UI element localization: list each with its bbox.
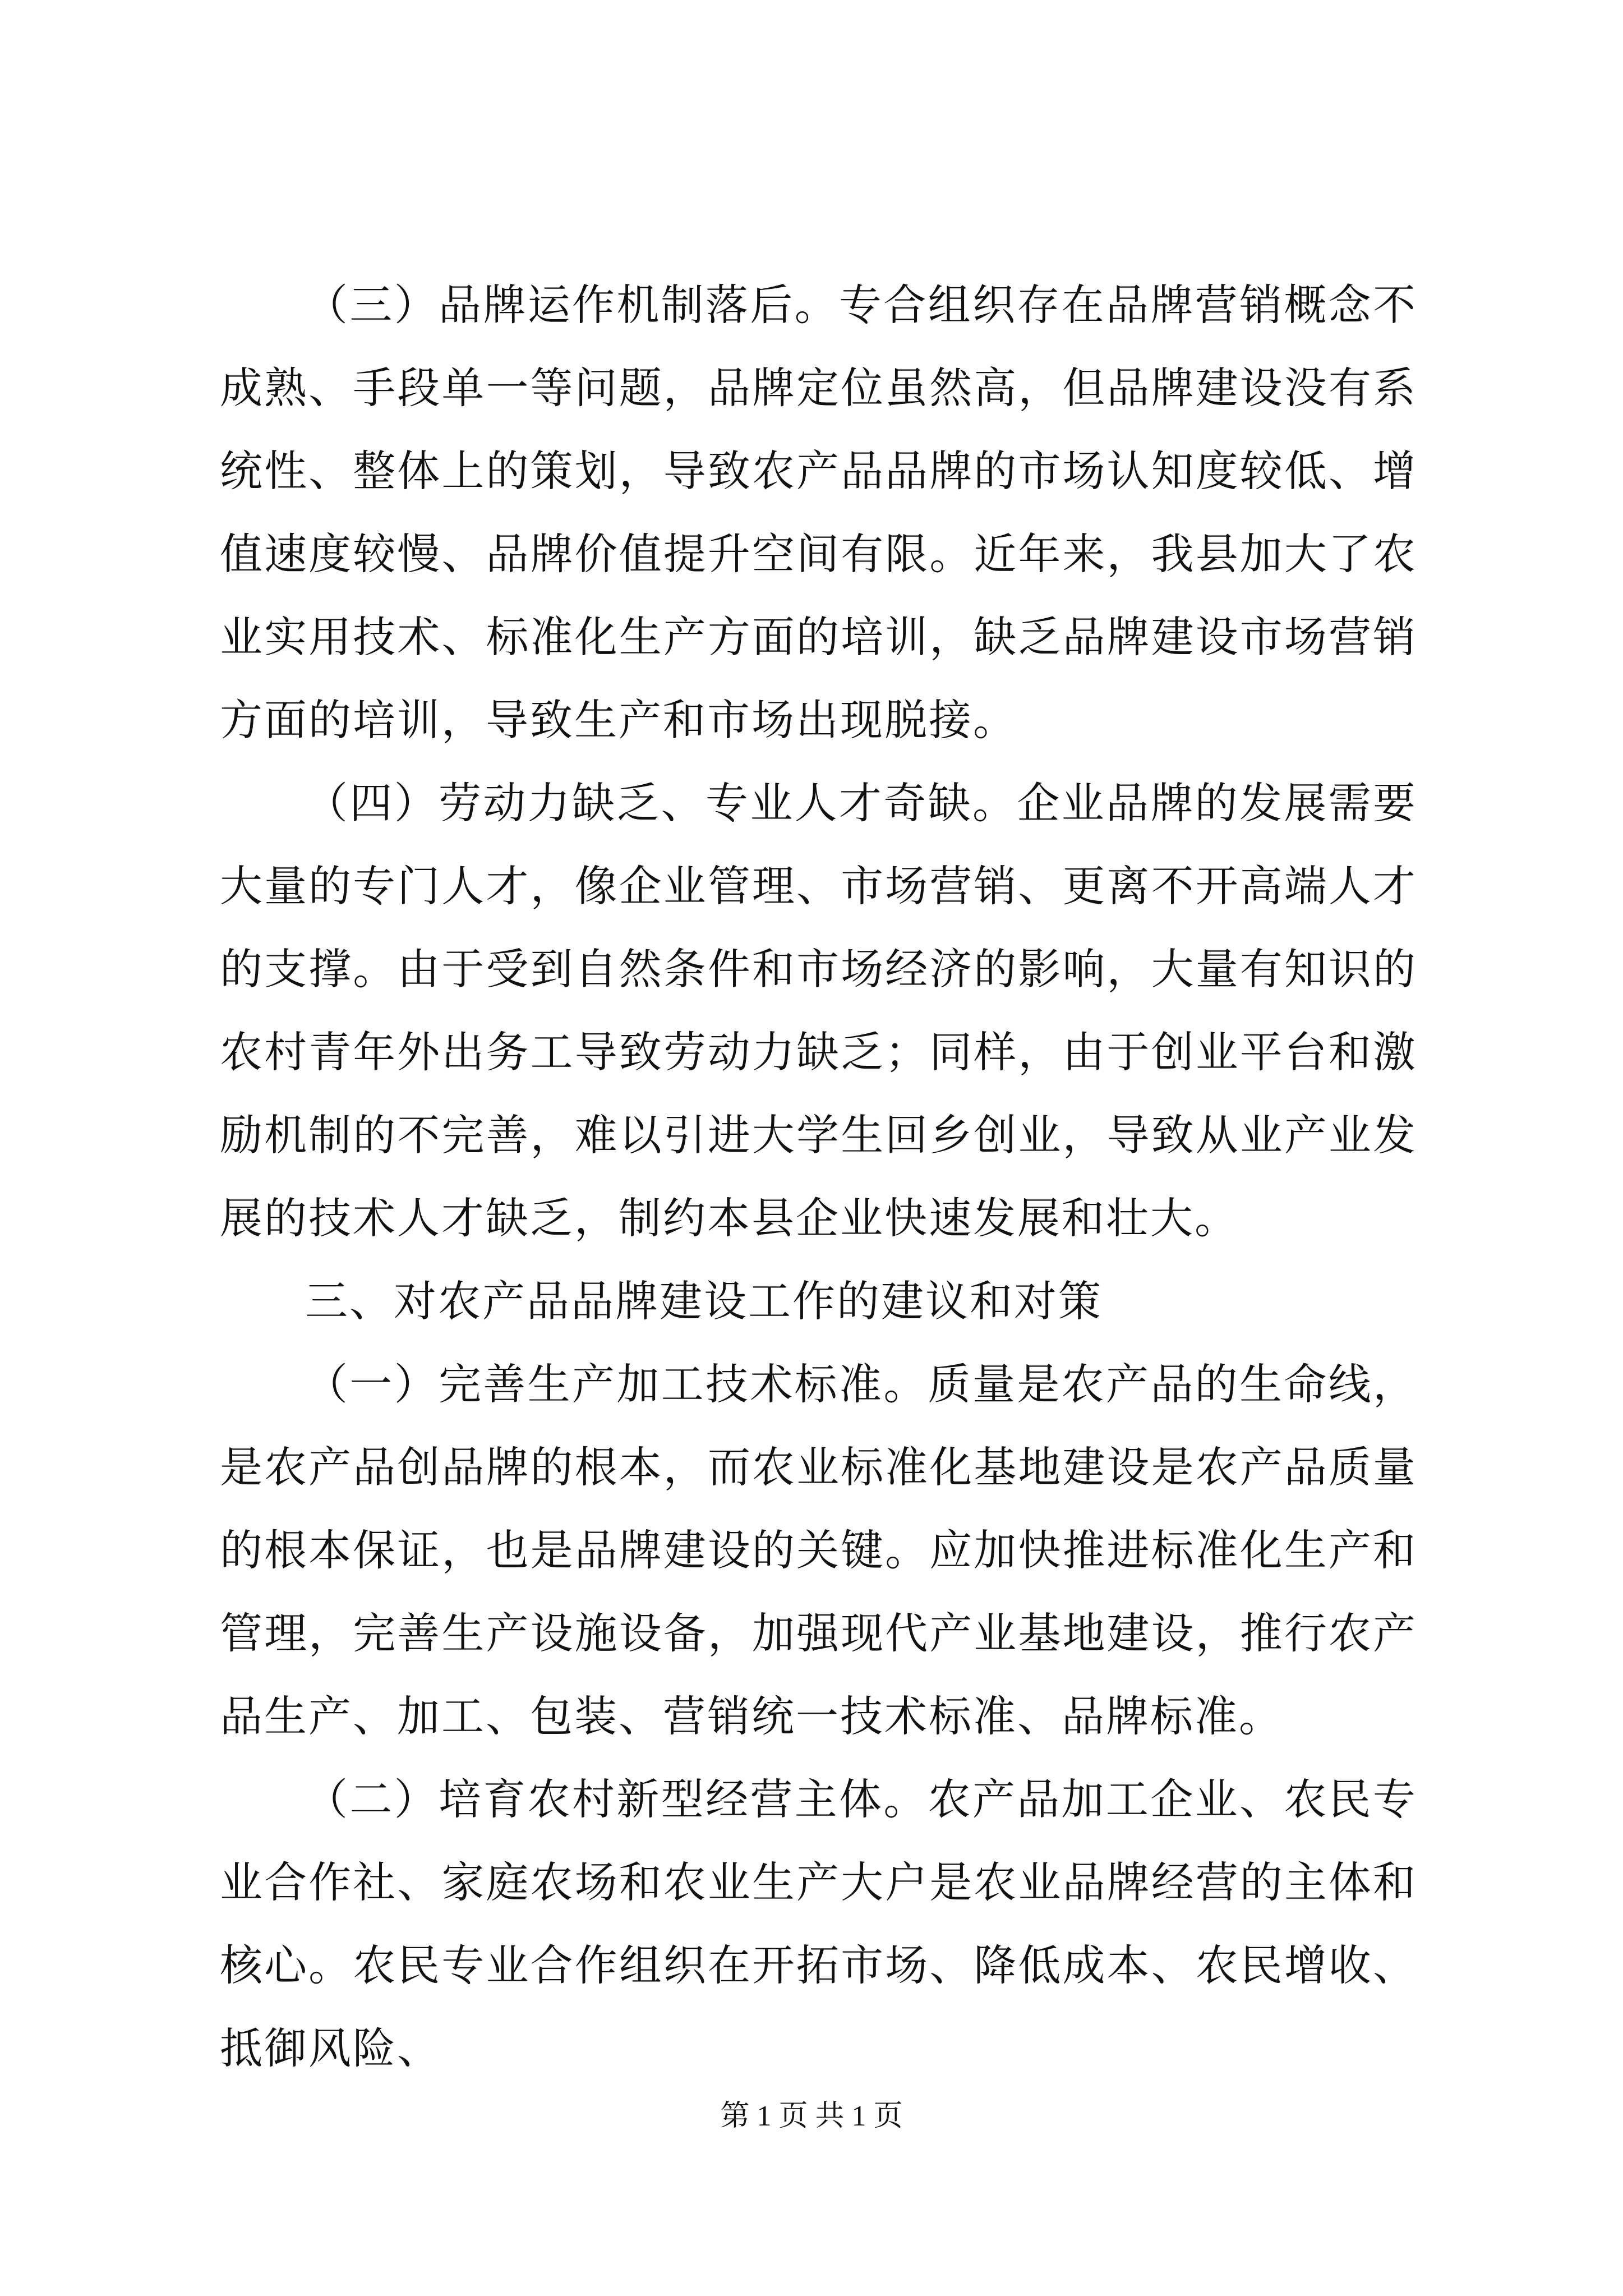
paragraph-new-business-entities: （二）培育农村新型经营主体。农产品加工企业、农民专业合作社、家庭农场和农业生产大户是农业品牌经营的主体和核心。农民专业合作组织在开拓市场、降低成本、农民增收、抵御风险、 — [220, 1774, 1417, 2073]
section-heading-suggestions: 三、对农产品品牌建设工作的建议和对策 — [305, 1276, 1103, 1326]
page-number-footer: 第 1 页 共 1 页 — [720, 2100, 903, 2132]
document-body — [220, 264, 1417, 2090]
paragraph-production-standards: （一）完善生产加工技术标准。质量是农产品的生命线，是农产品创品牌的根本，而农业标准化基地建设是农产品质量的根本保证，也是品牌建设的关键。应加快推进标准化生产和管理，完善生产设施设备，加强现代产业基地建设，推行农产品生产、加工、包装、营销统一技术标准、品牌标准。 — [220, 1359, 1417, 1741]
paragraph-labor-shortage: （四）劳动力缺乏、专业人才奇缺。企业品牌的发展需要大量的专门人才，像企业管理、市场营销、更离不开高端人才的支撑。由于受到自然条件和市场经济的影响，大量有知识的农村青年外出务工导致劳动力缺乏；同样，由于创业平台和激励机制的不完善，难以引进大学生回乡创业，导致从业产业发展的技术人才缺乏，制约本县企业快速发展和壮大。 — [220, 778, 1417, 1243]
paragraph-brand-operation: （三）品牌运作机制落后。专合组织存在品牌营销概念不成熟、手段单一等问题，品牌定位虽然高，但品牌建设没有系统性、整体上的策划，导致农产品品牌的市场认知度较低、增值速度较慢、品牌价值提升空间有限。近年来，我县加大了农业实用技术、标准化生产方面的培训，缺乏品牌建设市场营销方面的培训，导致生产和市场出现脱接。 — [220, 280, 1417, 745]
